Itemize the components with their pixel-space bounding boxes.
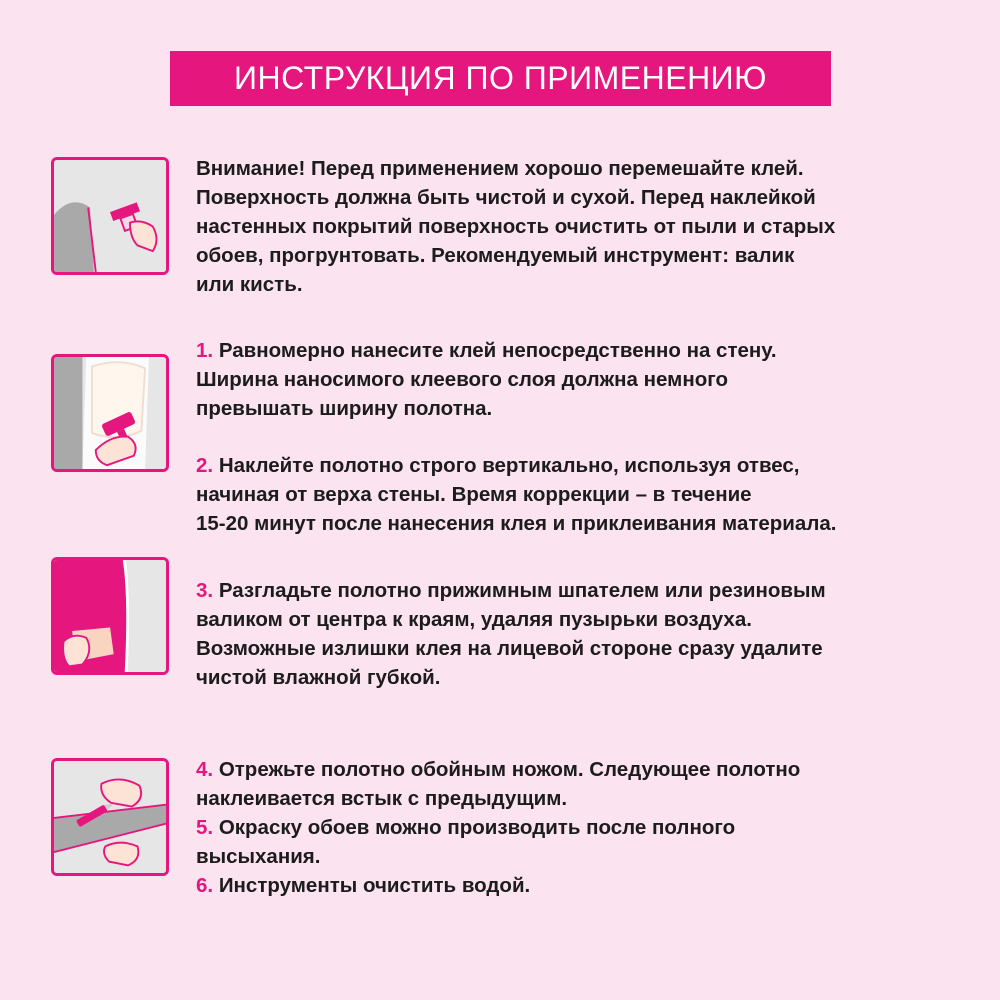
step-text: Разгладьте полотно прижимным шпателем или резиновым (218, 579, 826, 602)
brush-on-wall-icon (51, 157, 169, 275)
brush-on-wall-illustration (54, 160, 166, 272)
step-number: 1. (196, 339, 214, 362)
page-title: ИНСТРУКЦИЯ ПО ПРИМЕНЕНИЮ (234, 60, 767, 96)
title-banner (170, 51, 831, 106)
cutting-knife-illustration (54, 761, 166, 873)
step-text: Отрежьте полотно обойным ножом. Следующее полотно (218, 758, 801, 781)
step-line (196, 755, 976, 784)
step-number: 5. (196, 816, 214, 839)
step-line (196, 576, 976, 605)
smoothing-spatula-illustration (54, 560, 166, 672)
roller-on-wall-icon (51, 354, 169, 472)
step-text: Инструменты очистить водой. (218, 874, 531, 897)
step-line: наклеивается встык с предыдущим. (196, 787, 568, 810)
step-number: 3. (196, 579, 214, 602)
step-line (196, 451, 976, 480)
intro-line: настенных покрытий поверхность очистить от пыли и старых (196, 215, 836, 238)
step-line: Возможные излишки клея на лицевой стороне сразу удалите (196, 637, 823, 660)
step-text: Наклейте полотно строго вертикально, используя отвес, (218, 454, 800, 477)
smoothing-spatula-icon (51, 557, 169, 675)
cutting-knife-icon (51, 758, 169, 876)
step-text: Равномерно нанесите клей непосредственно на стену. (218, 339, 777, 362)
step-line: чистой влажной губкой. (196, 666, 441, 689)
step-text: Окраску обоев можно производить после полного (218, 816, 736, 839)
step-line: превышать ширину полотна. (196, 397, 493, 420)
intro-line: Внимание! Перед применением хорошо перемешайте клей. (196, 157, 804, 180)
step-line: высыхания. (196, 845, 321, 868)
step-line: начиная от верха стены. Время коррекции – в течение (196, 483, 752, 506)
step-2 (196, 451, 976, 538)
roller-on-wall-illustration (54, 357, 166, 469)
step-number: 6. (196, 874, 214, 897)
steps-4-6 (196, 755, 976, 900)
step-line (196, 871, 976, 900)
intro-paragraph (196, 154, 976, 299)
step-line: валиком от центра к краям, удаляя пузырьки воздуха. (196, 608, 752, 631)
step-line: Ширина наносимого клеевого слоя должна немного (196, 368, 729, 391)
step-line: 15-20 минут после нанесения клея и приклеивания материала. (196, 512, 837, 535)
step-1 (196, 336, 976, 423)
intro-line: Поверхность должна быть чистой и сухой. Перед наклейкой (196, 186, 816, 209)
step-line (196, 336, 976, 365)
step-3 (196, 576, 976, 692)
intro-line: или кисть. (196, 273, 303, 296)
step-line (196, 813, 976, 842)
intro-line: обоев, прогрунтовать. Рекомендуемый инструмент: валик (196, 244, 795, 267)
step-number: 4. (196, 758, 214, 781)
step-number: 2. (196, 454, 214, 477)
